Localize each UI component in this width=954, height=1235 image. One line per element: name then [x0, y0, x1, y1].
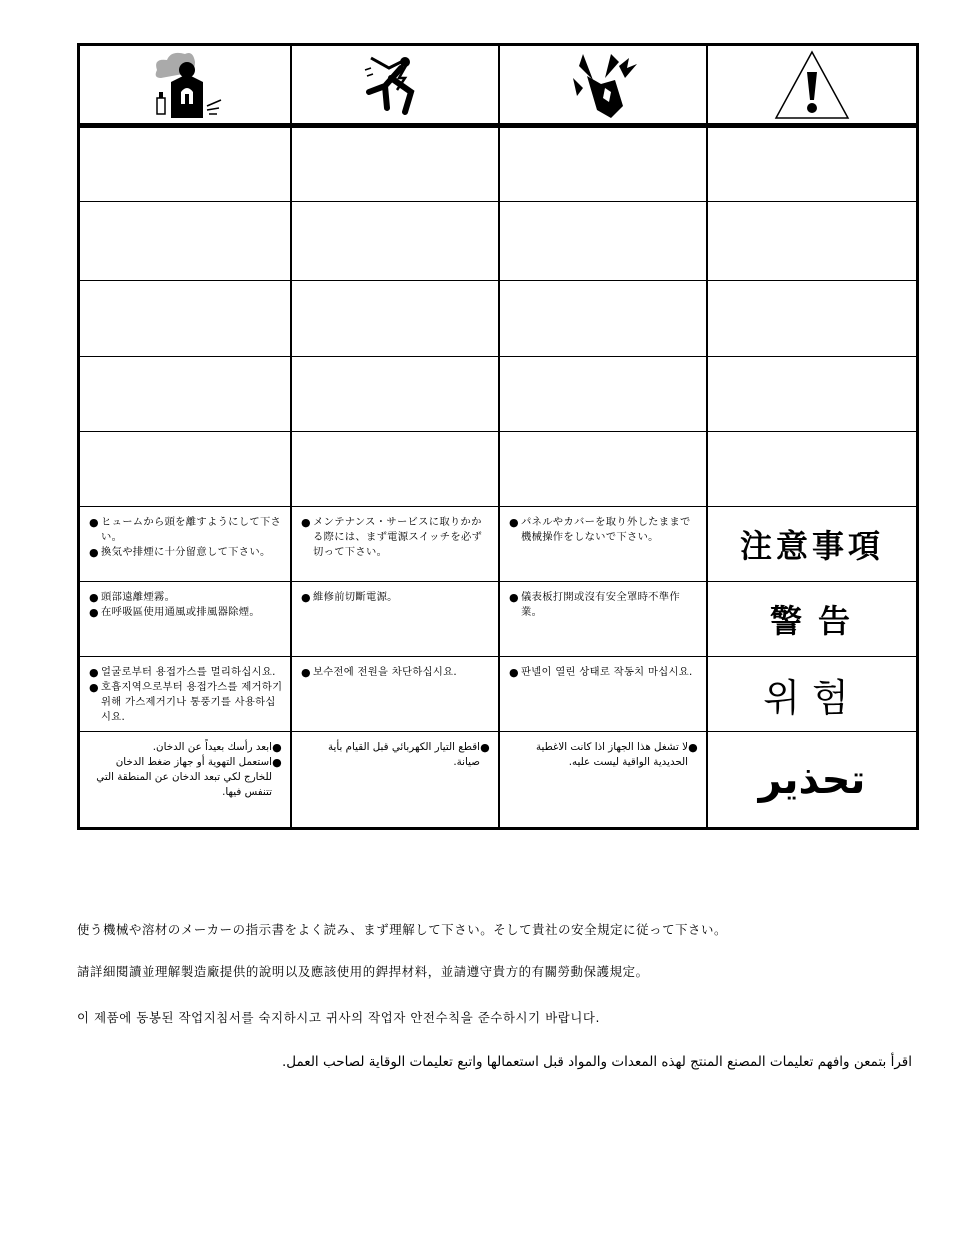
empty-cell: [292, 357, 500, 432]
empty-cell: [500, 281, 708, 357]
chinese-heading-cell: [708, 582, 916, 657]
empty-cell: [708, 128, 916, 202]
korean-fumes-text-2: 호흡지역으로부터 용접가스를 제거하기 위해 가스제거기나 통풍기를 사용하십시요.: [101, 681, 283, 723]
empty-cell: [80, 202, 292, 281]
empty-cell: [708, 357, 916, 432]
empty-cell: [292, 202, 500, 281]
korean-moving-text: 판넬이 열린 상태로 작동치 마십시요.: [521, 666, 693, 678]
japanese-fumes-text-2: 換気や排煙に十分留意して下さい。: [101, 546, 271, 558]
empty-cell: [500, 357, 708, 432]
arabic-moving-cell: ● لا تشغل هذا الجهاز اذا كانت الاغطية الحديدية الواقية ليست عليه.: [500, 732, 708, 827]
empty-cell: [80, 432, 292, 507]
chinese-heading: 警告: [769, 602, 866, 640]
korean-shock-text: 보수전에 전원을 차단하십시요.: [313, 666, 457, 678]
japanese-moving-cell: ● パネルやカバーを取り外したままで機械操作をしないで下さい。: [500, 507, 708, 582]
korean-heading: 위험: [763, 675, 861, 720]
safety-warning-table: [77, 43, 919, 830]
arabic-shock-text: اقطع التيار الكهربائي قبل القيام بأية صيانة.: [327, 741, 480, 768]
empty-cell: [80, 281, 292, 357]
empty-cell: [80, 357, 292, 432]
empty-cell: [292, 128, 500, 202]
japanese-heading: 注意事項: [739, 527, 884, 565]
japanese-fumes-text-1: ヒュームから頭を離すようにして下さい。: [101, 516, 282, 543]
moving-parts-icon-cell: [500, 46, 708, 128]
chinese-fumes-cell: ● 頭部遠離煙霧。 ● 在呼吸區使用通風或排風器除煙。: [80, 582, 292, 657]
chinese-moving-cell: ● 儀表板打開或沒有安全罩時不準作業。: [500, 582, 708, 657]
japanese-heading-cell: [708, 507, 916, 582]
korean-fumes-text-1: 얼굴로부터 용접가스를 멀리하십시요.: [101, 666, 276, 678]
empty-cell: [292, 432, 500, 507]
arabic-fumes-cell: ● ابعد رأسك بعيداً عن الدخان. ● استعمل التهوية أو جهاز ضغط الدخان للخارج لكي تبعد الدخان عن المنطقة التي تتنفس فيها.: [80, 732, 292, 827]
empty-cell: [708, 202, 916, 281]
empty-cell: [708, 432, 916, 507]
japanese-moving-text: パネルやカバーを取り外したままで機械操作をしないで下さい。: [521, 516, 691, 543]
moving-parts-hand-icon: [553, 48, 653, 122]
electric-shock-icon: [345, 48, 445, 122]
arabic-shock-cell: ● اقطع التيار الكهربائي قبل القيام بأية صيانة.: [292, 732, 500, 827]
fume-inhalation-icon: [135, 48, 235, 122]
empty-cell: [708, 281, 916, 357]
chinese-shock-text: 維修前切斷電源。: [313, 591, 398, 603]
japanese-shock-cell: ● メンテナンス・サービスに取りかかる際には、まず電源スイッチを必ず切って下さい。: [292, 507, 500, 582]
arabic-heading-cell: [708, 732, 916, 827]
japanese-fumes-cell: ● ヒュームから頭を離すようにして下さい。 ● 換気や排煙に十分留意して下さい。: [80, 507, 292, 582]
korean-instruction-note: 이 제품에 동봉된 작업지침서를 숙지하시고 귀사의 작업자 안전수칙을 준수하시기 바랍니다.: [77, 1010, 601, 1025]
fumes-icon-cell: [80, 46, 292, 128]
empty-cell: [500, 202, 708, 281]
arabic-fumes-text-2: استعمل التهوية أو جهاز ضغط الدخان للخارج لكي تبعد الدخان عن المنطقة التي تتنفس فيها.: [96, 756, 272, 798]
arabic-instruction-note: اقرأ بتمعن وافهم تعليمات المصنع المنتج لهذه المعدات والمواد قبل استعمالها واتبع تعليمات الوقاية لصاحب العمل.: [281, 1054, 912, 1070]
empty-cell: [80, 128, 292, 202]
warning-icon-cell: [708, 46, 916, 128]
chinese-instruction-note: 請詳細閱讀並理解製造廠提供的說明以及應該使用的銲捍材料，並請遵守貴方的有關勞動保護規定。: [77, 964, 649, 979]
empty-cell: [500, 432, 708, 507]
korean-shock-cell: ● 보수전에 전원을 차단하십시요.: [292, 657, 500, 732]
warning-triangle-icon: [762, 48, 862, 122]
chinese-moving-text: 儀表板打開或沒有安全罩時不準作業。: [521, 591, 680, 618]
korean-heading-cell: [708, 657, 916, 732]
empty-cell: [292, 281, 500, 357]
shock-icon-cell: [292, 46, 500, 128]
korean-fumes-cell: ● 얼굴로부터 용접가스를 멀리하십시요. ● 호흡지역으로부터 용접가스를 제거하기 위해 가스제거기나 통풍기를 사용하십시요.: [80, 657, 292, 732]
arabic-fumes-text-1: ابعد رأسك بعيداً عن الدخان.: [152, 741, 272, 753]
arabic-moving-text: لا تشغل هذا الجهاز اذا كانت الاغطية الحديدية الواقية ليست عليه.: [535, 741, 688, 768]
korean-moving-cell: ● 판넬이 열린 상태로 작동치 마십시요.: [500, 657, 708, 732]
chinese-shock-cell: ● 維修前切斷電源。: [292, 582, 500, 657]
chinese-fumes-text-2: 在呼吸區使用通風或排風器除煙。: [101, 606, 260, 618]
empty-cell: [500, 128, 708, 202]
japanese-instruction-note: 使う機械や溶材のメーカーの指示書をよく読み、まず理解して下さい。そして貴社の安全規定に従って下さい。: [77, 922, 728, 937]
chinese-fumes-text-1: 頭部遠離煙霧。: [101, 591, 176, 603]
japanese-shock-text: メンテナンス・サービスに取りかかる際には、まず電源スイッチを必ず切って下さい。: [313, 516, 483, 558]
arabic-heading: تحذير: [758, 756, 866, 803]
